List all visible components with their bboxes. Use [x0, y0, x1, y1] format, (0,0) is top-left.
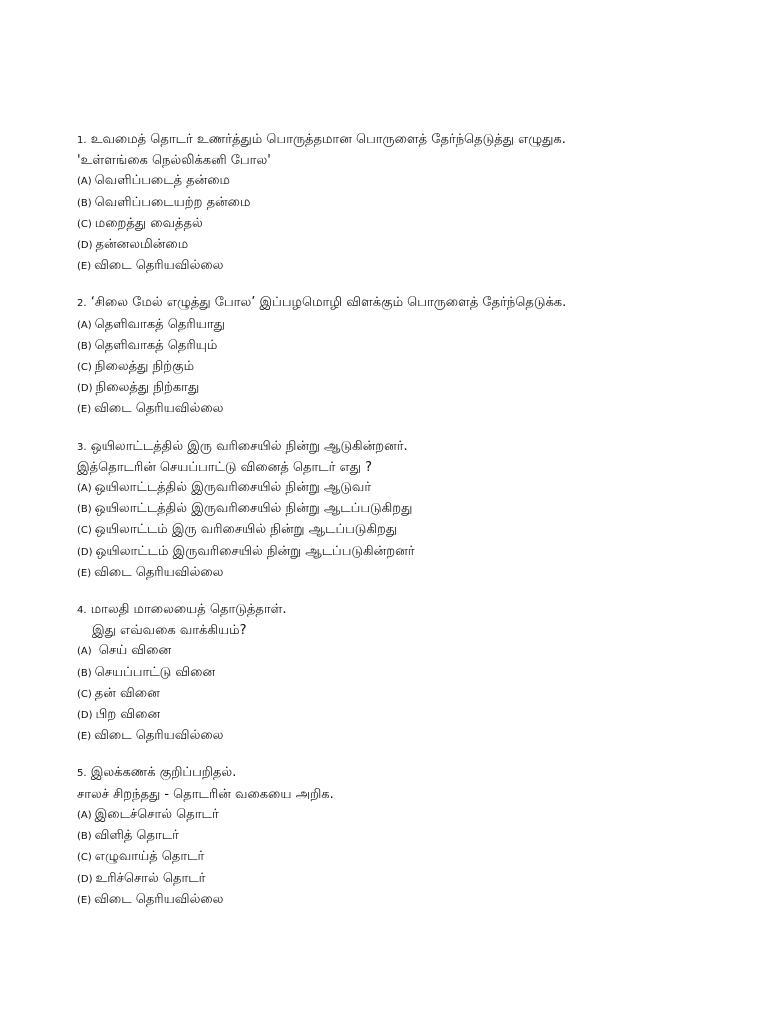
option-key: (E) [77, 404, 92, 416]
question-3 [77, 437, 727, 584]
option-key: (C) [77, 525, 92, 537]
option-b [77, 826, 727, 847]
question-number: 4. [77, 605, 87, 617]
option-text: விடை தெரியவில்லை [94, 728, 224, 744]
option-b [77, 336, 727, 357]
option-c [77, 847, 727, 868]
option-key: (C) [77, 688, 92, 700]
option-key: (A) [77, 483, 92, 495]
option-text: மறைத்து வைத்தல் [94, 215, 203, 231]
option-key: (D) [77, 873, 93, 885]
option-text: நிலைத்து நிற்கும் [94, 359, 195, 375]
option-d [77, 235, 727, 256]
option-e [77, 256, 727, 277]
option-e [77, 726, 727, 747]
question-number: 1. [77, 135, 87, 146]
option-key: (B) [77, 504, 92, 516]
option-key: (E) [77, 261, 92, 273]
option-text: விடை தெரியவில்லை [94, 891, 224, 907]
question-text: உவமைத் தொடர் உணர்த்தும் பொருத்தமான பொருளைத் தேர்ந்தெடுத்து எழுதுக. [90, 132, 566, 147]
option-key: (A) [77, 646, 92, 658]
option-a [77, 478, 727, 499]
option-key: (A) [77, 176, 92, 188]
option-a [77, 805, 727, 826]
option-text: தெளிவாகத் தெரியாது [94, 316, 225, 332]
option-text: செய் வினை [98, 643, 172, 659]
question-subtext: 'உள்ளங்கை நெல்லிக்கனி போல' [77, 153, 271, 169]
question-number: 2. [77, 298, 87, 310]
option-c [77, 520, 727, 541]
question-1 [77, 130, 727, 277]
option-b [77, 193, 727, 214]
option-d [77, 869, 727, 890]
option-c [77, 214, 727, 235]
option-e [77, 563, 727, 584]
option-key: (A) [77, 809, 92, 821]
option-key: (D) [77, 240, 93, 252]
option-a [77, 315, 727, 336]
question-subtext: சாலச் சிறந்தது - தொடரின் வகையை அறிக. [77, 786, 334, 802]
option-key: (E) [77, 894, 92, 906]
question-stem [77, 293, 727, 314]
option-key: (B) [77, 667, 92, 679]
option-text: ஒயிலாட்டத்தில் இருவரிசையில் நின்று ஆடப்படுகிறது [94, 501, 413, 517]
option-text: உரிச்சொல் தொடர் [95, 870, 206, 886]
question-4 [77, 600, 727, 747]
question-5 [77, 763, 727, 910]
question-subtext: இத்தொடரின் செயப்பாட்டு வினைத் தொடர் எது ? [77, 459, 373, 475]
question-stem [77, 763, 727, 784]
option-text: இடைச்சொல் தொடர் [94, 806, 219, 822]
option-a [77, 171, 727, 192]
option-b [77, 499, 727, 520]
option-text: விடை தெரியவில்லை [94, 258, 224, 274]
option-key: (B) [77, 831, 92, 843]
option-key: (D) [77, 710, 93, 722]
option-text: நிலைத்து நிற்காது [95, 380, 200, 396]
question-number: 5. [77, 768, 87, 780]
option-e [77, 890, 727, 911]
option-key: (B) [77, 340, 92, 352]
option-text: ஒயிலாட்டம் இரு வரிசையில் நின்று ஆடப்படுகிறது [94, 522, 398, 538]
option-e [77, 399, 727, 420]
option-text: எழுவாய்த் தொடர் [94, 849, 205, 865]
option-text: பிற வினை [95, 707, 161, 723]
option-text: விடை தெரியவில்லை [94, 401, 224, 417]
option-key: (C) [77, 362, 92, 374]
question-text: மாலதி மாலையைத் தொடுத்தாள். [90, 602, 287, 618]
option-text: ஒயிலாட்டம் இருவரிசையில் நின்று ஆடப்படுகின்றனர் [95, 543, 415, 559]
option-key: (D) [77, 383, 93, 395]
question-2 [77, 293, 727, 420]
option-c [77, 357, 727, 378]
option-d [77, 378, 727, 399]
question-number: 3. [77, 441, 87, 453]
question-subtext: இது எவ்வகை வாக்கியம்? [92, 623, 247, 639]
option-key: (D) [77, 546, 93, 558]
option-text: செயப்பாட்டு வினை [94, 664, 216, 680]
option-text: தன்னலமின்மை [95, 237, 189, 253]
option-text: வெளிப்படையற்ற தன்மை [94, 194, 251, 210]
option-key: (E) [77, 567, 92, 579]
question-stem [77, 600, 727, 621]
option-key: (E) [77, 731, 92, 743]
question-text: இலக்கணக் குறிப்பறிதல். [90, 765, 237, 781]
option-key: (C) [77, 218, 92, 230]
option-text: வெளிப்படைத் தன்மை [94, 173, 231, 189]
option-text: ஒயிலாட்டத்தில் இருவரிசையில் நின்று ஆடுவர் [94, 480, 372, 496]
option-d [77, 542, 727, 563]
option-c [77, 684, 727, 705]
option-key: (A) [77, 319, 92, 331]
question-text: ஒயிலாட்டத்தில் இரு வரிசையில் நின்று ஆடுகின்றனர். [90, 438, 408, 454]
option-text: விடை தெரியவில்லை [94, 564, 224, 580]
option-d [77, 705, 727, 726]
option-text: விளித் தொடர் [94, 828, 179, 844]
question-list [77, 130, 727, 927]
question-text: ‘சிலை மேல் எழுத்து போல’ இப்பழமொழி விளக்கும் பொருளைத் தேர்ந்தெடுக்க. [90, 295, 567, 311]
option-key: (C) [77, 852, 92, 864]
option-text: தெளிவாகத் தெரியும் [94, 337, 218, 353]
option-text: தன் வினை [94, 685, 160, 701]
question-stem [77, 437, 727, 458]
option-key: (B) [77, 197, 92, 209]
option-a [77, 641, 727, 662]
question-stem [77, 130, 727, 151]
option-b [77, 663, 727, 684]
